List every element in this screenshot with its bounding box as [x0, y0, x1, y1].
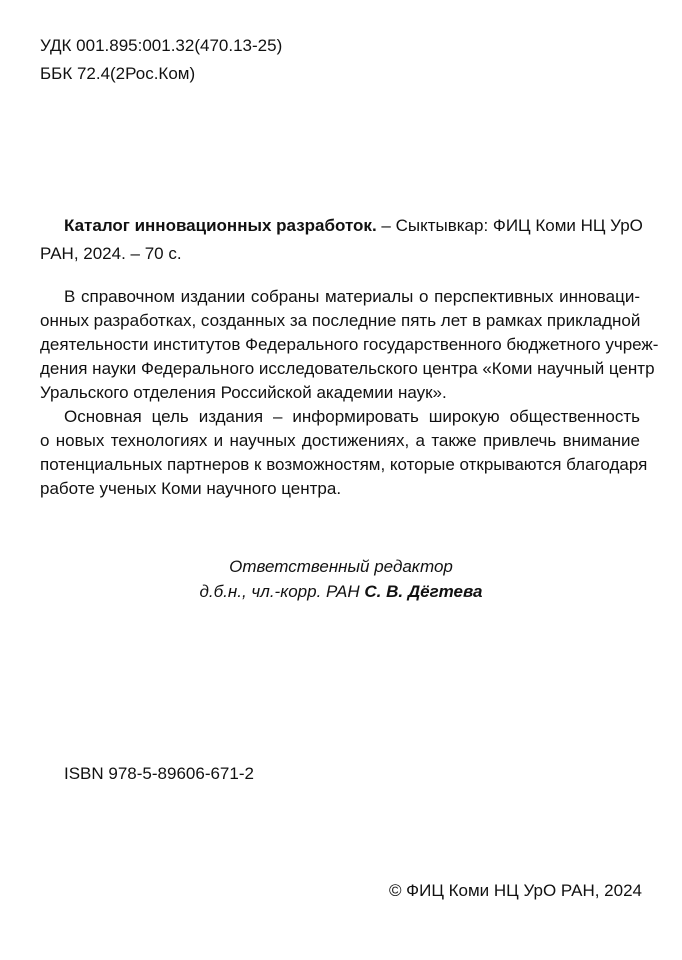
editor-credentials: д.б.н., чл.-корр. РАН: [199, 582, 365, 601]
abstract-line: потенциальных партнеров к возможностям, которые открываются благодаря: [40, 455, 648, 474]
bibliographic-line-1: [64, 216, 643, 236]
bibliographic-line-2: РАН, 2024. – 70 с.: [40, 244, 182, 263]
abstract-line: работе ученых Коми научного центра.: [40, 479, 342, 498]
catalog-title: Каталог инновационных разработок.: [64, 216, 377, 235]
editor-line: [0, 582, 682, 602]
udk-code: УДК 001.895:001.32(470.13-25): [40, 36, 283, 55]
abstract-line: дения науки Федерального исследовательского центра «Коми научный центр: [40, 359, 655, 378]
abstract-line: В справочном издании собраны материалы о перспективных инноваци-: [64, 287, 640, 306]
copyright: © ФИЦ Коми НЦ УрО РАН, 2024: [388, 881, 642, 900]
editor-name: С. В. Дёгтева: [364, 582, 483, 601]
isbn: ISBN 978-5-89606-671-2: [64, 764, 254, 783]
publication-place: – Сыктывкар: ФИЦ Коми НЦ УрО: [376, 216, 643, 235]
abstract-line: онных разработках, созданных за последние пять лет в рамках прикладной: [40, 311, 641, 330]
abstract-line: деятельности институтов Федерального государственного бюджетного учреж-: [40, 335, 659, 354]
abstract-line: о новых технологиях и научных достижениях, а также привлечь внимание: [40, 431, 640, 450]
abstract-line: Уральского отделения Российской академии наук».: [40, 383, 447, 402]
bbk-code: ББК 72.4(2Рос.Ком): [40, 64, 196, 83]
editor-role: Ответственный редактор: [229, 557, 453, 576]
abstract-line: Основная цель издания – информировать широкую общественность: [64, 407, 640, 426]
